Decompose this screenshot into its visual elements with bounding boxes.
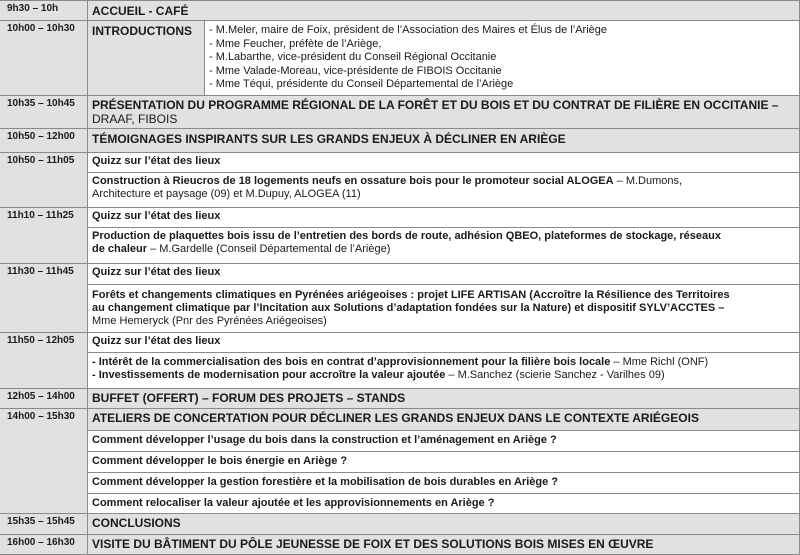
grid-line (0, 20, 800, 21)
grid-line (0, 388, 800, 389)
grid-line (87, 172, 800, 173)
speaker-list (204, 20, 800, 95)
grid-line (0, 408, 800, 409)
speaker-item: - Mme Feucher, préfète de l’Ariège, (209, 37, 382, 50)
grid-line (87, 352, 800, 353)
speaker-item: - Mme Téqui, présidente du Conseil Départemental de l’Ariège (209, 78, 514, 90)
speaker-item: - M.Labarthe, vice-président du Conseil Régional Occitanie (209, 51, 497, 63)
grid-line (0, 534, 800, 535)
grid-line (0, 332, 800, 333)
time-slot: 14h00 – 15h30 (7, 411, 75, 422)
grid-line (0, 95, 800, 96)
grid-line (0, 207, 800, 208)
testimony-item (87, 172, 800, 207)
testimony-title: - Investissements de modernisation pour accroître la valeur ajoutée (92, 369, 446, 381)
workshop-question: Comment relocaliser la valeur ajoutée et les approvisionnements en Ariège ? (87, 493, 800, 513)
section-buffet: BUFFET (OFFERT) – FORUM DES PROJETS – STANDS (87, 388, 800, 408)
grid-line (87, 227, 800, 228)
testimony-speaker: Architecture et paysage (09) et M.Dupuy, ALOGEA (11) (92, 188, 361, 200)
testimony-title: - Intérêt de la commercialisation des bois en contrat d’approvisionnement pour la filière bois locale (92, 356, 611, 368)
testimony-speaker: – M.Gardelle (Conseil Départemental de l’Ariège) (147, 243, 391, 255)
testimony-speaker: – Mme Richl (ONF) (610, 356, 709, 368)
testimony-title: Production de plaquettes bois issu de l’entretien des bords de route, adhésion QBEO, plateformes de stockage, réseaux (92, 230, 721, 242)
time-slot: 10h00 – 10h30 (7, 23, 75, 34)
testimony-title-cont: de chaleur (92, 243, 148, 255)
grid-line (87, 284, 800, 285)
time-slot: 15h35 – 15h45 (7, 516, 75, 527)
time-slot: 10h50 – 12h00 (7, 131, 75, 142)
time-slot: 11h30 – 11h45 (7, 266, 74, 277)
quiz-item: Quizz sur l’état des lieux (87, 332, 800, 352)
grid-line (0, 513, 800, 514)
time-slot: 11h10 – 11h25 (7, 210, 74, 221)
section-accueil: ACCUEIL - CAFÉ (87, 0, 800, 20)
time-slot: 11h50 – 12h05 (7, 335, 75, 346)
speaker-item: - M.Meler, maire de Foix, président de l’Association des Maires et Élus de l’Ariège (209, 24, 608, 36)
grid-line (87, 430, 800, 431)
quiz-item: Quizz sur l’état des lieux (87, 207, 800, 227)
section-introductions: INTRODUCTIONS (87, 20, 204, 95)
time-slot: 10h35 – 10h45 (7, 98, 75, 109)
grid-line (87, 451, 800, 452)
testimony-title-cont: au changement climatique par l’Incitation aux Solutions d’adaptation fondées sur la Nature) et dispositif SYLV’ACCTES – (92, 302, 725, 314)
testimony-title: Construction à Rieucros de 18 logements neufs en ossature bois pour le promoteur social ALOGEA (92, 175, 614, 187)
speaker-item: - Mme Valade-Moreau, vice-présidente de FIBOIS Occitanie (209, 64, 502, 77)
grid-line (87, 472, 800, 473)
time-column (0, 0, 87, 555)
section-conclusions: CONCLUSIONS (87, 513, 800, 534)
grid-line (0, 152, 800, 153)
section-temoignages: TÉMOIGNAGES INSPIRANTS SUR LES GRANDS ENJEUX À DÉCLINER EN ARIÈGE (87, 128, 800, 152)
testimony-item (87, 284, 800, 332)
testimony-item (87, 352, 800, 388)
section-title: PRÉSENTATION DU PROGRAMME RÉGIONAL DE LA FORÊT ET DU BOIS ET DU CONTRAT DE FILIÈRE EN OCCITANIE – (92, 98, 779, 112)
grid-line (87, 493, 800, 494)
workshop-question: Comment développer le bois énergie en Ariège ? (87, 451, 800, 472)
workshop-question: Comment développer l’usage du bois dans la construction et l’aménagement en Ariège ? (87, 430, 800, 451)
grid-line (204, 20, 205, 95)
testimony-speaker: – M.Dumons, (613, 175, 683, 187)
grid-line (0, 128, 800, 129)
time-slot: 10h50 – 11h05 (7, 155, 75, 166)
section-presentation (87, 95, 800, 128)
testimony-item (87, 227, 800, 263)
testimony-speaker: Mme Hemeryck (Pnr des Pyrénées Ariégeoises) (92, 315, 327, 327)
testimony-speaker: – M.Sanchez (scierie Sanchez - Varilhes 09) (445, 369, 665, 381)
testimony-title: Forêts et changements climatiques en Pyrénées ariégeoises : projet LIFE ARTISAN (Accroître la Résilience des Territoires (92, 289, 730, 301)
section-ateliers: ATELIERS DE CONCERTATION POUR DÉCLINER LES GRANDS ENJEUX DANS LE CONTEXTE ARIÉGEOIS (87, 408, 800, 430)
time-slot: 16h00 – 16h30 (7, 537, 75, 548)
grid-line (0, 0, 800, 1)
quiz-item: Quizz sur l’état des lieux (87, 263, 800, 284)
quiz-item: Quizz sur l’état des lieux (87, 152, 800, 172)
grid-line (0, 263, 800, 264)
workshop-question: Comment développer la gestion forestière et la mobilisation de bois durables en Ariège ? (87, 472, 800, 493)
section-title-speakers: DRAAF, FIBOIS (92, 112, 178, 126)
time-slot: 9h30 – 10h (7, 3, 59, 14)
time-slot: 12h05 – 14h00 (7, 391, 75, 402)
section-visite: VISITE DU BÂTIMENT DU PÔLE JEUNESSE DE FOIX ET DES SOLUTIONS BOIS MISES EN ŒUVRE (87, 534, 800, 555)
